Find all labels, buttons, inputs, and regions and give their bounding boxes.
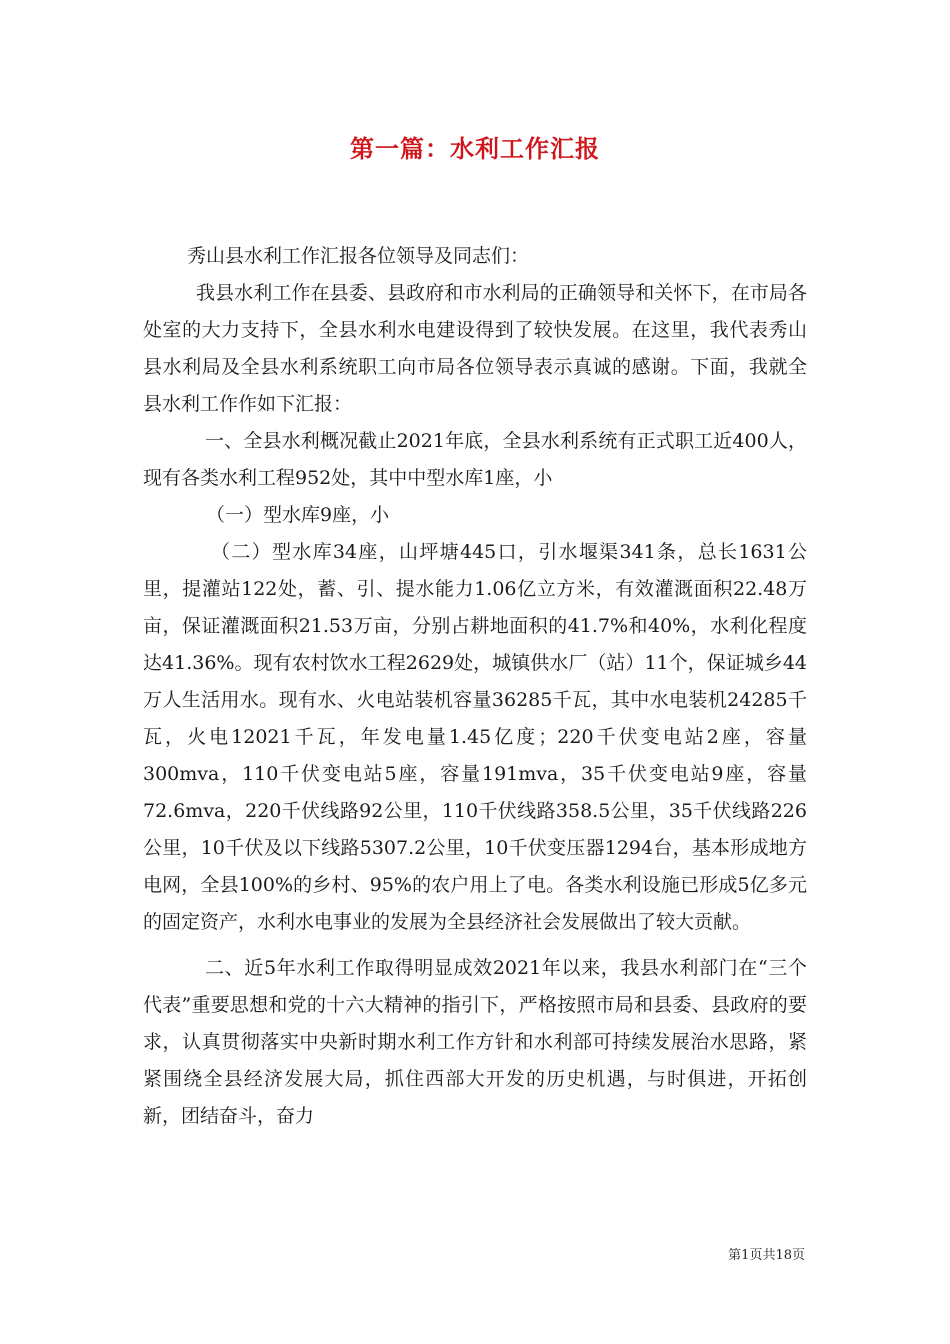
paragraph-section-2: 二、近5年水利工作取得明显成效2021年以来，我县水利部门在“三个代表”重要思想和党的十六大精神的指引下，严格按照市局和县委、县政府的要求，认真贯彻落实中央新时期水利工作方针和水利部可持续发展治水思路，紧紧围绕全县经济发展大局，抓住西部大开发的历史机遇，与时俱进，开拓创新，团结奋斗，奋力 (143, 957, 807, 1127)
paragraph-subsection-1: （一）型水库9座，小 (206, 504, 390, 526)
paragraph-subsection-2: （二）型水库34座，山坪塘445口，引水堰渠341条，总长1631公里，提灌站122处，蓄、引、提水能力1.06亿立方米，有效灌溉面积22.48万亩，保证灌溉面积21.53万亩，分别占耕地面积的41.7%和40%，水利化程度达41.36%。现有农村饮水工程2629处，城镇供水厂（站）11个，保证城乡44万人生活用水。现有水、火电站装机容量36285千瓦，其中水电装机24285千瓦，火电12021千瓦，年发电量1.45亿度；220千伏变电站2座，容量300mva，110千伏变电站5座，容量191mva，35千伏变电站9座，容量72.6mva，220千伏线路92公里，110千伏线路358.5公里，35千伏线路226公里，10千伏及以下线路5307.2公里，10千伏变压器1294台，基本形成地方电网，全县100%的乡村、95%的农户用上了电。各类水利设施已形成5亿多元的固定资产，水利水电事业的发展为全县经济社会发展做出了较大贡献。 (143, 541, 807, 933)
page-number: 第1页共18页 (728, 1248, 805, 1263)
paragraph-section-1: 一、全县水利概况截止2021年底，全县水利系统有正式职工近400人，现有各类水利工程952处，其中中型水库1座，小 (143, 430, 807, 489)
paragraph-intro: 我县水利工作在县委、县政府和市水利局的正确领导和关怀下，在市局各处室的大力支持下，全县水利水电建设得到了较快发展。在这里，我代表秀山县水利局及全县水利系统职工向市局各位领导表示真诚的感谢。下面，我就全县水利工作作如下汇报： (143, 282, 807, 415)
document-body (143, 238, 807, 1135)
paragraph-greeting: 秀山县水利工作汇报各位领导及同志们： (187, 245, 530, 267)
document-title: 第一篇：水利工作汇报 (350, 134, 600, 163)
